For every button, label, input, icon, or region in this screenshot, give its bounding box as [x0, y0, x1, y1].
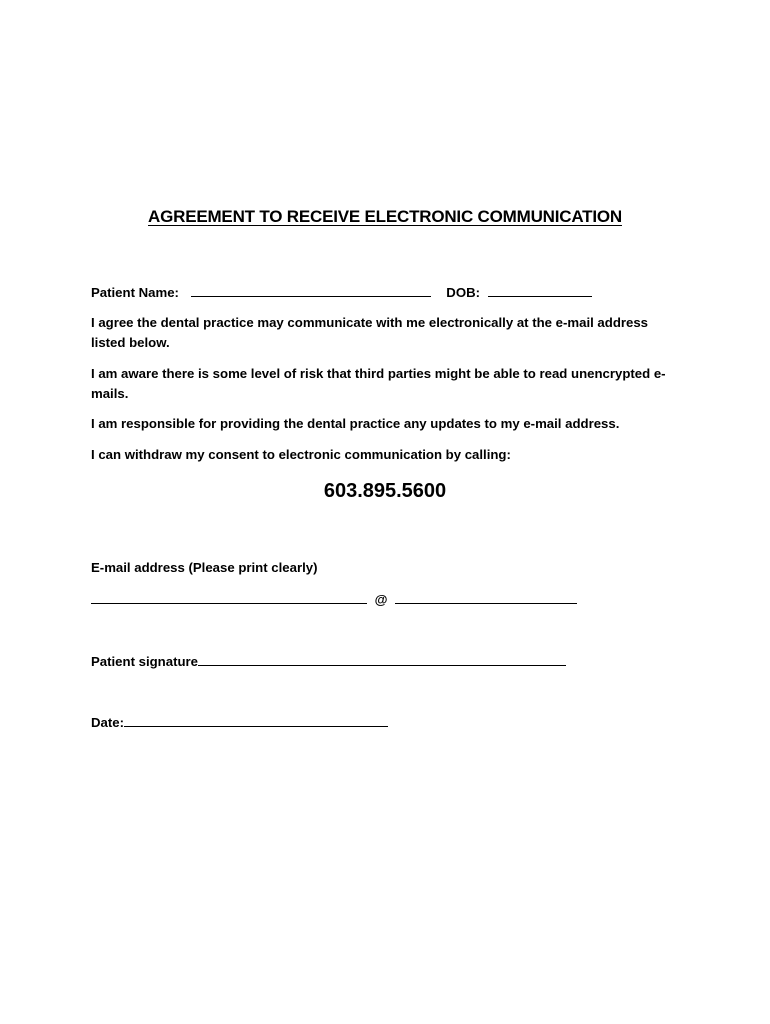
consent-paragraph-updates: I am responsible for providing the dental practice any updates to my e-mail address. — [91, 416, 620, 431]
phone-number: 603.895.5600 — [323, 480, 447, 502]
email-row — [91, 591, 577, 607]
dob-label: DOB: — [446, 285, 480, 300]
date-field[interactable] — [124, 714, 388, 727]
signature-label: Patient signature — [91, 654, 198, 669]
form-title: AGREEMENT TO RECEIVE ELECTRONIC COMMUNICATION — [148, 207, 622, 226]
email-local-part-field[interactable] — [91, 591, 367, 604]
consent-paragraph-email: I agree the dental practice may communicate with me electronically at the e-mail address listed below. — [91, 315, 649, 350]
email-label: E-mail address (Please print clearly) — [91, 560, 318, 575]
consent-paragraph-risk: I am aware there is some level of risk that third parties might be able to read unencrypted e-mails. — [91, 366, 666, 401]
patient-name-field[interactable] — [191, 284, 431, 297]
date-label: Date: — [91, 715, 124, 730]
patient-name-label: Patient Name: — [91, 285, 179, 300]
date-row — [91, 714, 388, 730]
email-at-sign: @ — [374, 592, 388, 607]
patient-name-row — [91, 284, 592, 300]
signature-row — [91, 653, 566, 669]
consent-paragraph-withdraw: I can withdraw my consent to electronic communication by calling: — [91, 447, 511, 462]
email-domain-field[interactable] — [395, 591, 577, 604]
dob-field[interactable] — [488, 284, 592, 297]
signature-field[interactable] — [198, 653, 566, 666]
